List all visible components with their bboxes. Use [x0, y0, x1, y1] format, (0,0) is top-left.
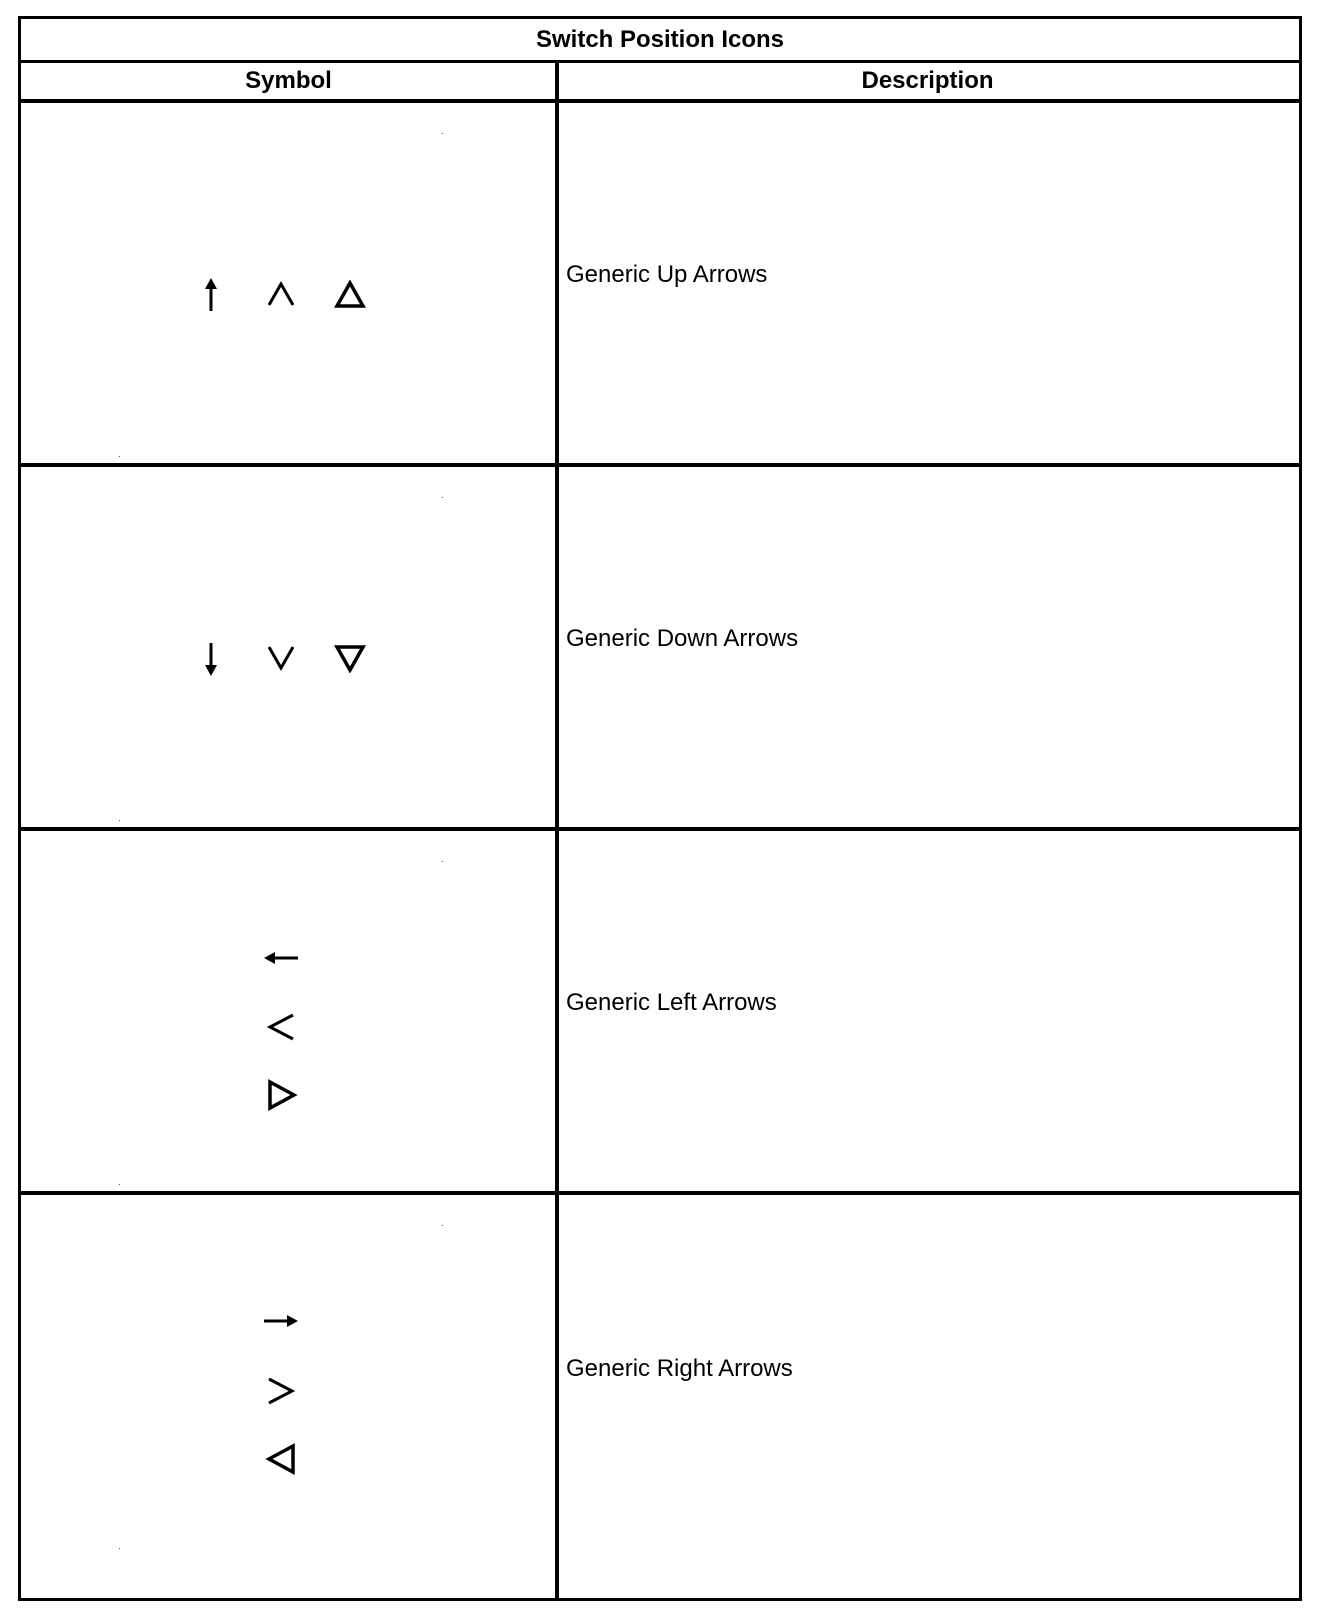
- thin-down-arrow-icon: [201, 641, 221, 677]
- symbol-cell: [21, 831, 556, 1191]
- description-column-header: Description: [861, 67, 994, 94]
- table-row: [21, 467, 1299, 831]
- table-header-row: [21, 63, 1299, 103]
- description-cell: Generic Up Arrows: [566, 261, 768, 288]
- left-pointing-triangle-icon: [265, 1443, 297, 1475]
- up-triangle-icon: [334, 279, 366, 309]
- symbol-cell: [21, 103, 556, 463]
- thin-up-arrow-icon: [201, 277, 221, 313]
- up-chevron-icon: [266, 279, 296, 309]
- symbol-cell: [21, 467, 556, 827]
- symbol-column-header: Symbol: [245, 67, 332, 94]
- left-chevron-icon: [265, 1011, 297, 1043]
- switch-position-icons-table: [18, 16, 1302, 1601]
- symbol-cell: [21, 1195, 556, 1598]
- right-chevron-icon: [265, 1375, 297, 1407]
- description-cell: Generic Right Arrows: [566, 1354, 793, 1382]
- table-row: [21, 831, 1299, 1195]
- right-pointing-triangle-icon: [266, 1079, 298, 1111]
- down-triangle-icon: [334, 643, 366, 673]
- description-cell: Generic Down Arrows: [566, 625, 799, 652]
- thin-left-arrow-icon: [263, 948, 299, 968]
- table-row: [21, 1195, 1299, 1598]
- down-chevron-icon: [266, 643, 296, 673]
- table-row: [21, 103, 1299, 467]
- thin-right-arrow-icon: [263, 1311, 299, 1331]
- column-divider: [555, 63, 559, 1598]
- description-cell: Generic Left Arrows: [566, 989, 777, 1016]
- table-title: Switch Position Icons: [21, 19, 1299, 63]
